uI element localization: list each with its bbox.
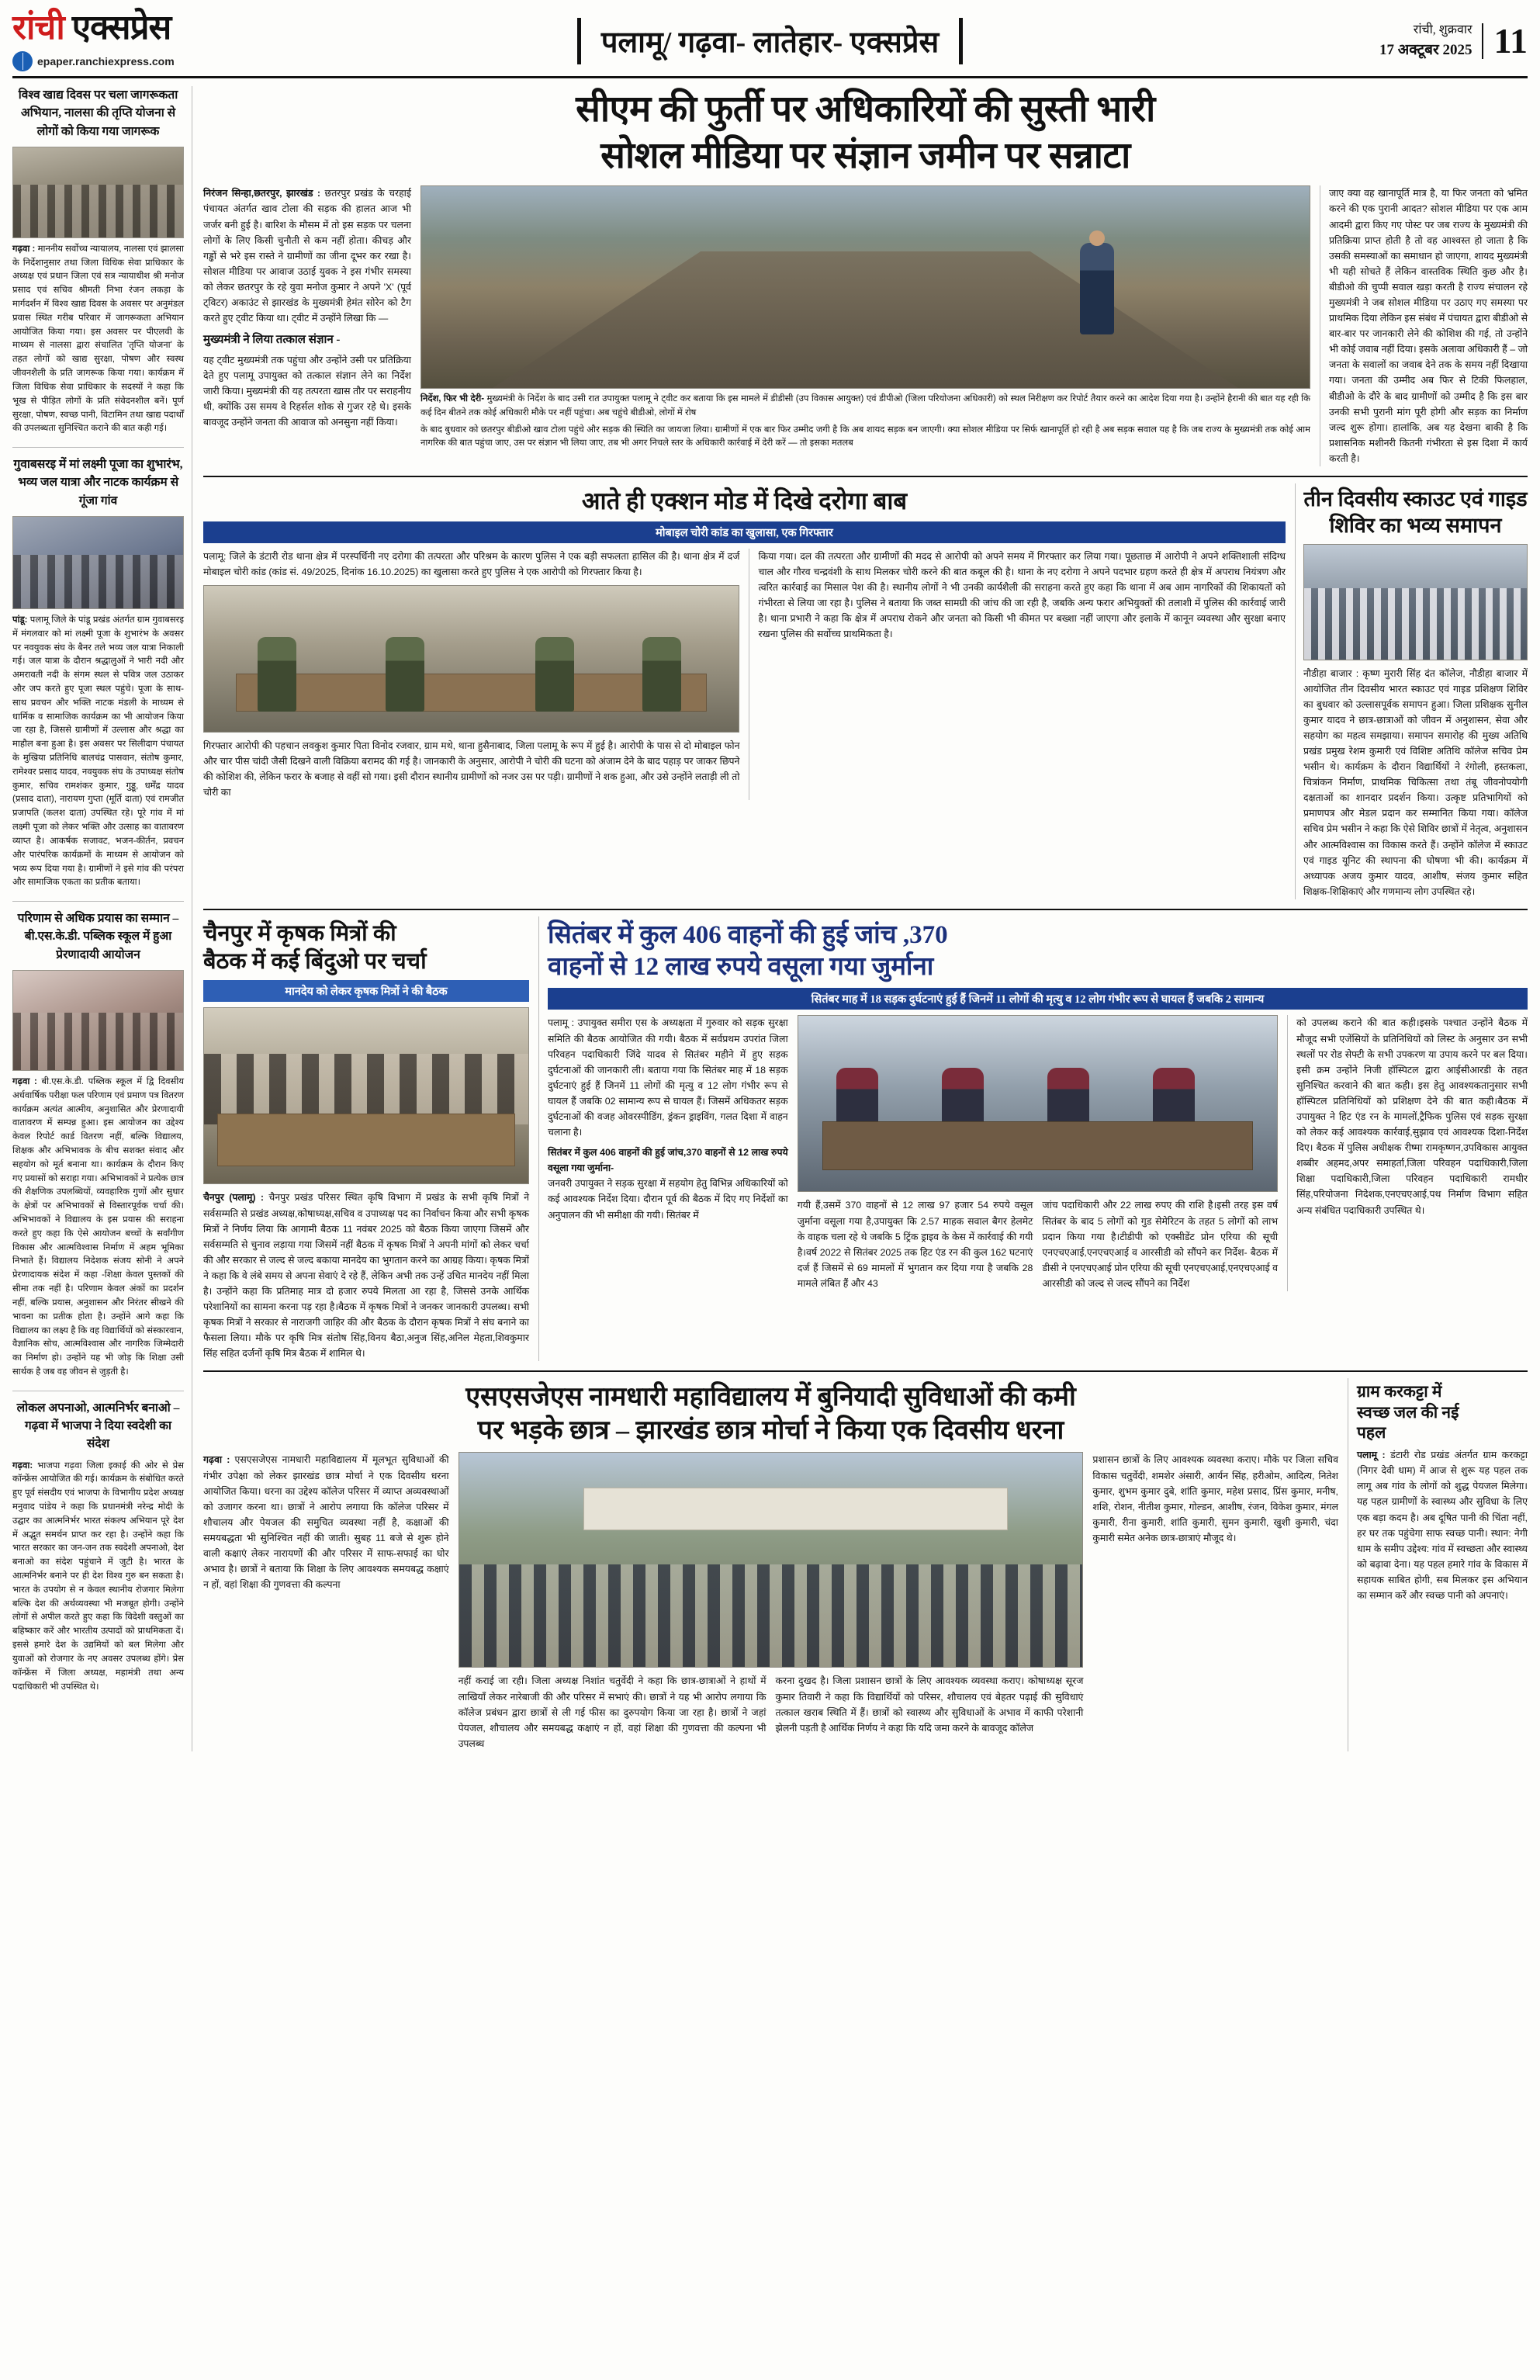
article-caption <box>12 614 184 890</box>
lead-body-3: जाए क्या वह खानापूर्ति मात्र है, या फिर जनता को भ्रमित करने की एक पुरानी आदत? सोशल मीडिया पर एक आम आदमी द्वारा किए गए पोस्ट पर जब राज्य के मुख्यमंत्री की प्रतिक्रिया प्राप्त होती है तो वह आश्वस्त हो जाता है कि उसकी समस्याओं का समाधान हो जाएगा, शायद मुख्यमंत्री भी यही सोचते हैं लेकिन वास्तविक स्थिति कुछ और है। बीडीओ की चुप्पी सवाल खड़ा करती है राज्य संचालन रहे मुख्यमंत्री ने जब सोशल मीडिया पर उठाए गए समस्या पर प्राथमिक दिया लेकिन इस संबंध में पंचायत द्वारा बीडीओ से बार-बार पर जानकारी लेने की कोशिश की गई, तो उन्होंने भी कोई जवाब नहीं दिया। इसके अलावा अधिकारी हैं – जो जनता के सवालों का जवाब देने तक के समय नहीं दिखाया गया। जनता की उम्मीद अब फिर से टिकी फिलहाल, बीडीओ के दौरे के बाद ग्रामीणों को उम्मीद है कि इस बार उनकी सभी पुरानी मांग पूरी होगी और सड़क का निर्माण जल्द शुरू होगा। हालांकि, अब यह देखना बाकी है कि प्रशासनिक मशीनरी कितनी गंभीरता से इस दिशा में कार्य करती है। <box>1329 188 1528 464</box>
lead-photo-caption-text: मुख्यमंत्री के निर्देश के बाद उसी रात उपायुक्त पलामू ने ट्वीट कर बताया कि इस मामले में डीडीसी (उप विकास आयुक्त) एवं डीपीओ (जिला परियोजना अधिकारी) को स्थल निरीक्षण कर रिपोर्ट तैयार करने का आदेश दिया गया है। उन्होंने हैरानी की बात यह रही कि कई दिन बीतने तक कोई अधिकारी मौके पर नहीं पहुंचा। अब चहुंचे बीडीओ, लोगों में रोष <box>420 394 1310 417</box>
chainpur-headline <box>203 920 529 976</box>
daroga-body-1: पलामू: जिले के डंटारी रोड थाना क्षेत्र में परस्पर्धिनी नए दरोगा की तत्परता और परिश्रम के कारण पुलिस ने एक बड़ी सफलता हासिल की है। थाना क्षेत्र में दर्ज मोबाइल चोरी कांड (कांड सं. 49/2025, दिनांक 16.10.2025) का खुलासा करते हुए पुलिस ने एक आरोपी को गिरफ्तार किया है। <box>203 550 740 577</box>
article-photo <box>12 516 184 609</box>
water-headline <box>1357 1381 1528 1443</box>
daroga-strap: मोबाइल चोरी कांड का खुलासा, एक गिरफ्तार <box>203 521 1286 543</box>
chainpur-photo <box>203 1007 529 1184</box>
lead-headline <box>203 86 1528 185</box>
chainpur-caption-text: चैनपुर प्रखंड परिसर स्थित कृषि विभाग में प्रखंड के सभी कृषि मित्रों ने सर्वसम्मति से प्रखंड अध्यक्ष,कोषाध्यक्ष,सचिव व उपाध्यक्ष पद का निर्वाचन किया और सभी कृषक मित्रों ने निर्णय लिया कि आगामी बैठक 11 नवंबर 2025 को बैठक किया जाएगा जिसमें और सर्वसम्मति से चुनाव लड़ाया गया जिसमें नहीं बैठक में कृषक मित्रों ने अपनी मांगों को लेकर चर्चा की और सरकार से जल्द से जल्द बकाया मानदेय का भुगतान करने का आग्रह किया। कृषक मित्रों ने कहा कि वे लंबे समय से अपना सेवाएं दे रहे हैं, लेकिन अभी तक उन्हें उचित मानदेय नहीं मिला है। उन्होंने कहा कि प्रतिमाह मात्र दो हजार रुपये मिलता आ रहा है, जिससे उनके आर्थिक परेशानियों का सामना करना पड़ रहा है।बैठक में कृषक मित्रों ने जनकर जानकारी उपलब्ध। सभी कृषक मित्रों ने सरकार से नाराजगी जाहिर की और बैठक के दौरान कृषक मित्रों ने संघ बनाने का फैसला लिया। मौके पर कृषि मित्र संतोष सिंह,विनय बैठा,अनुज सिंह,अनिल मेहता,शिवकुमार सिंह सहित दर्जनों कृषि मित्र बैठक में शामिल थे। <box>203 1192 529 1360</box>
vehicles-body-1b: जनवरी उपायुक्त ने सड़क सुरक्षा में सहयोग हेतु विभिन्न अधिकारियों को कई आवश्यक निर्देश दिया। दौरान पूर्व की बैठक में दिए गए निर्देशों का अनुपालन की भी समीक्षा की गयी। सितंबर में <box>548 1178 788 1221</box>
lead-headline-line2: सोशल मीडिया पर संज्ञान जमीन पर सन्नाटा <box>600 136 1130 177</box>
water-dateline: पलामू : <box>1357 1450 1386 1461</box>
vehicles-col-4: को उपलब्ध कराने की बात कही।इसके पश्चात उन्होंने बैठक में मौजूद सभी एजेंसियों के प्रतिनिधियों को लिस्ट के अनुसार उन सभी स्थलों पर रोड सेफ्टी के सभी उपकरण या उपाय करने पर बल दिया।इसी क्रम उन्होंने निजी हॉस्पिटल द्वारा आईसीआरडी के तहत सुनिश्चित करवाने की बात कही। इस हेतु आवश्यकतानुसार सभी हॉस्पिटल प्रतिनिधियों को प्रशिक्षण देने की बात कही।बैठक में उपायुक्त ने हिट एंड रन के मामलों,ट्रैफिक पुलिस एवं सड़क सुरक्षा को लेकर कई आवश्यक कार्रवाई,सुझाव एवं आवश्यक दिशा-निर्देश दिए। बैठक में पुलिस अधीक्षक रीष्मा रामकृष्णन,उपविकास आयुक्त शब्बीर अहमद,अपर समाहर्ता,जिला परिवहन पदाधिकारी,जिला शिक्षा पदाधिकारी,जिला परिवहन पदाधिकारी रामधीर सिंह,परियोजना निदेशक,एनएचएआई,पथ निर्माण विभाग सहित अन्य संबंधित पदाधिकारी उपस्थित थे। <box>1287 1015 1528 1291</box>
sidebar-article-2 <box>12 447 184 890</box>
dharna-col-4: प्रशासन छात्रों के लिए आवश्यक व्यवस्था कराए। मौके पर जिला सचिव विकास चतुर्वेदी, शमशेर अंसारी, आर्यन सिंह, हरीओम, आदित्य, नितेश कुमार, शुभम कुमार दुबे, शांति कुमार, महेश प्रसाद, प्रिंस कुमार, मनीष, शशि, रोशन, नीतीश कुमार, गोल्डन, आशीष, रंजन, विकेश कुमार, मंगल कुमारी, रीना कुमारी, शांति कुमारी, सुमन कुमारी, खुशी कुमारी, चंदा कुमारी समेत अनेक छात्र-छात्राएं मौजूद थे। <box>1092 1454 1338 1543</box>
sidebar-article-3 <box>12 901 184 1380</box>
brand-part1: रांची <box>12 9 64 47</box>
water-body <box>1357 1447 1528 1603</box>
brand-part2: एक्सप्रेस <box>71 9 171 47</box>
caption-text: माननीय सर्वोच्च न्यायालय, नालसा एवं झालसा के निर्देशानुसार तथा जिला विधिक सेवा प्राधिकार के अध्यक्ष एवं प्रधान जिला एवं सत्र न्यायाधीश श्री मनोज प्रसाद एवं सचिव श्रीमती निभा रंजन लकड़ा के मार्गदर्शन में विश्व खाद्य दिवस के अवसर पर अनुमंडल प्रवास स्थित गरीब परिवार में जागरूकता अभियान आयोजित किया गया। इस अवसर पर पीएलवी के माध्यम से नालसा द्वारा संचालित 'तृप्ति योजना' के तहत लोगों को खाद्य सुरक्षा, पोषण और स्वस्थ जीवनशैली के प्रति जागरूक किया गया। कार्यक्रम में जिला विधिक सेवा प्राधिकार के सदस्यों ने कहा कि भूख से पीड़ित लोगों के प्रति संवेदनशील बनें। पूर्ण सुरक्षा, पोषण, स्वच्छ पानी, विटामिन तथा खाद्य पदार्थों की उपलब्धता सुनिश्चित कराने की बात कही गई। <box>12 244 184 434</box>
brand-title <box>12 11 268 45</box>
lead-story <box>203 86 1528 466</box>
lead-headline-line1: सीएम की फुर्ती पर अधिकारियों की सुस्ती भारी <box>576 89 1155 130</box>
vehicles-subhead: सितंबर में कुल 406 वाहनों की हुई जांच,370 वाहनों से 12 लाख रुपये वसूला गया जुर्माना- <box>548 1147 788 1174</box>
vehicles-headline <box>548 920 1528 984</box>
water-headline-line3: पहल <box>1357 1422 1386 1442</box>
sidebar-article-4 <box>12 1391 184 1695</box>
chainpur-strap: मानदेय को लेकर कृषक मित्रों ने की बैठक <box>203 980 529 1002</box>
dharna-dateline: गढ़वा : <box>203 1454 230 1466</box>
article-photo <box>12 147 184 238</box>
caption-dateline: गढ़वा : <box>12 1076 37 1086</box>
scout-photo <box>1303 544 1528 660</box>
caption-dateline: पांडू: <box>12 615 28 625</box>
vehicles-headline-line1: सितंबर में कुल 406 वाहनों की हुई जांच ,370 <box>548 920 948 949</box>
lead-photo-caption-lead: निर्देश, फिर भी देरी- <box>420 394 485 404</box>
edition-name: पलामू/ गढ़वा- लातेहार- एक्सप्रेस <box>577 18 963 64</box>
fourth-band <box>203 1378 1528 1751</box>
lead-subhead-1: मुख्यमंत्री ने लिया तत्काल संज्ञान - <box>203 334 341 347</box>
lead-body-2: के बाद बुधवार को छतरपुर बीडीओ खाव टोला पहुंचे और सड़क की स्थिति का जायजा लिया। ग्रामीणों में एक बार फिर उम्मीद जगी है कि अब शायद सड़क बन जाएगी। क्या सोशल मीडिया पर सिर्फ खानापूर्ति हो रही है अब सड़क सवाल यह है कि जब राज्य के मुख्यमंत्री तक कोई आम नागरिक की बात पहुंचा जाए, उस पर संज्ञान भी लिया जाए, तब भी अगर निचले स्तर के अधिकारी कार्रवाई में देरी करें — तो इसका मतलब <box>420 424 1310 449</box>
masthead <box>12 11 1528 78</box>
article-caption <box>12 1076 184 1380</box>
lead-text-column-1 <box>203 185 411 466</box>
lead-photo <box>420 185 1310 389</box>
daroga-body-1b: गिरफ्तार आरोपी की पहचान लवकुश कुमार पिता विनोद रजवार, ग्राम मथे, थाना हुसैनाबाद, जिला पलामू के रूप में हुई है। आरोपी के पास से दो मोबाइल फोन और चार पीस चांदी जैसी दिखने वाली विक्रिया बरामद की गई है। जानकारी के अनुसार, आरोपी ने चोरी की घटना को अंजाम देने के बाद पहाड़ पर जाकर छिपने की कोशिश की, लेकिन फरार के बजाह से वहीं सो गया। इसी दौरान स्थानीय ग्रामीणों को नजर उस पर पड़ी। ग्रामीणों ने शक हुआ, और उसे उन्होंने लताड़ी ली तो चोरी का <box>203 740 740 799</box>
globe-icon <box>12 51 33 71</box>
water-headline-line2: स्वच्छ जल की नई <box>1357 1402 1459 1422</box>
publication-date: 17 अक्टूबर 2025 <box>1379 41 1473 58</box>
dharna-photo-col <box>459 1452 1084 1751</box>
lead-body-1: छतरपुर प्रखंड के चरहाई पंचायत अंतर्गत खाव टोला की सड़क की हालत आज भी जर्जर बनी हुई है। बारिश के मौसम में तो इस सड़क पर चलना लोगों के लिए किसी चुनौती से कम नहीं होता। कीचड़ और गड्ढों से भरे इस रास्ते ने ग्रामीणों का जीना दूभर कर रखा है। सोशल मीडिया पर आवाज उठाई युवक ने इस गंभीर समस्या को लेकर छतरपुर के रहे युवा मनोज कुमार ने अपने 'X' (पूर्व ट्विटर) अकाउंट से झारखंड के मुख्यमंत्री हेमंत सोरेन को टैग करते हुए ट्वीट किया था। ट्वीट में उन्होंने लिखा कि — <box>203 188 411 324</box>
place-and-day: रांची, शुक्रवार <box>1413 23 1473 36</box>
dharna-col-1 <box>203 1452 449 1751</box>
story-scout <box>1295 483 1528 899</box>
dharna-body-3: करना दुखद है। जिला प्रशासन छात्रों के लिए आवश्यक व्यवस्था कराए। कोषाध्यक्ष सूरज कुमार तिवारी ने कहा कि विद्यार्थियों को परिसर, शौचालय एवं बेहतर पढ़ाई की सुविधाएं तत्काल खराब स्थिति में हैं। छात्रों को स्वास्थ्य और सुविधाओं के अभाव में काफी परेशानी झेलनी पड़ती है आर्थिक निर्णय ने कहा कि यदि जमा करने के बावजूद कॉलेज <box>775 1675 1084 1734</box>
chainpur-headline-line1: चैनपुर में कृषक मित्रों की <box>203 920 396 946</box>
article-headline: गुवाबसरइ में मां लक्ष्मी पूजा का शुभारंभ, भव्य जल यात्रा और नाटक कार्यक्रम से गूंजा गांव <box>13 458 183 508</box>
vehicles-body-3: जांच पदाधिकारी और 22 लाख रुपए की राशि है।इसी तरह इस वर्ष सितंबर के बाद 5 लोगों को गुड सेमेरिटन के तहत 5 लोगों को लाभ प्रदान किया गया है।टीडीपी को एक्सीडेंट प्रोन एरिया की सूची एनएचएआई,एनएचएआई व आरसीडी को सौंपने कर निर्देश- बैठक में डीसी ने एनएचएआई प्रोन एरिया की सूची एनएचएआई,एनएचएआई व आरसीडी को जल्द से जल्द सौंपने का निर्देश <box>1042 1200 1279 1289</box>
article-photo <box>12 970 184 1071</box>
chainpur-caption-lead: चैनपुर (पलामू) : <box>203 1192 264 1204</box>
dharna-body-2: नहीं कराई जा रही। जिला अध्यक्ष निशांत चतुर्वेदी ने कहा कि छात्र-छात्राओं ने हाथों में लाखियाँ लेकर नारेबाजी की और परिसर में सभाएं की। छात्रों ने यह भी आरोप लगाया कि कॉलेज प्रबंधन द्वारा छात्रों से ली गई फीस का दुरुपयोग किया जा रहा है। छात्रों ने जहां पेयजल, शौचालय और समयबद्ध कक्षाएं न हों, वहां शिक्षा की गुणवत्ता की कल्पना भी उपलब्ध <box>458 1675 767 1749</box>
vehicles-photo-col <box>798 1015 1278 1291</box>
dharna-headline-line1: एसएसजेएस नामधारी महाविद्यालय में बुनियादी सुविधाओं की कमी <box>465 1383 1076 1412</box>
dharna-body-1: एसएसजेएस नामधारी महाविद्यालय में मूलभूत सुविधाओं की गंभीर उपेक्षा को लेकर झारखंड छात्र मोर्चा ने एक दिवसीय धरना आयोजित किया। धरना का उद्देश्य कॉलेज परिसर में व्याप्त अव्यवस्थाओं को उजागर करना था। छात्रों ने आरोप लगाया कि कॉलेज परिसर में शौचालय और पेयजल की समुचित व्यवस्था नहीं है, कक्षाओं की समयबद्धता भी सुनिश्चित नहीं की जाती। सुबह 11 बजे से शुरू होने वाली कक्षाएं लेकर नारायणों की और परिसर में साफ-सफाई का घोर अभाव है। छात्रों ने बताया कि शिक्षा के लिए आवश्यक समयबद्ध कक्षाएं न हों, वहां शिक्षा की गुणवत्ता की कल्पना <box>203 1454 449 1591</box>
vehicles-headline-line2: वाहनों से 12 लाख रुपये वसूला गया जुर्माना <box>548 953 934 982</box>
scout-body: नौडीहा बाजार : कृष्ण मुरारी सिंह दंत कॉलेज, नौडीहा बाजार में आयोजित तीन दिवसीय भारत स्काउट एवं गाइड प्रशिक्षण शिविर का बुधवार को उल्लासपूर्वक समापन हुआ। जिला प्रशिक्षक सुनील कुमार यादव ने छात्र-छात्राओं को जीवन में अनुशासन, सेवा और सहयोग का महत्व समझाया। समापन समारोह की मुख्य अतिथि प्रखंड प्रमुख रेशम कुमारी एवं विशिष्ट अतिथि कॉलेज सचिव प्रेम भसीन थे। कार्यक्रम के दौरान विद्यार्थियों ने रंगोली, हस्तकला, चित्रांकन निर्माण, प्राथमिक चिकित्सा तथा तंबू जीवनोपयोगी दक्षताओं का शानदार प्रदर्शन किया। उत्कृष्ट प्रतिभागियों को प्रमाणपत्र और मेडल प्रदान कर सम्मानित किया गया। कॉलेज सचिव प्रेम भसीन ने कहा कि ऐसे शिविर छात्रों में नेतृत्व, अनुशासन और आत्मविश्वास का विकास करते हैं। उन्होंने कॉलेज में स्काउट एवं गाइड यूनिट की स्थापना की घोषणा भी की। कार्यक्रम में अध्यापक अजय कुमार यादव, आशीष, संजय कुमार सहित शिक्षक-शिक्षिकाएं और गणमान्य लोग उपस्थित रहे। <box>1303 667 1528 897</box>
story-dharna <box>203 1378 1338 1751</box>
article-headline: विश्व खाद्य दिवस पर चला जागरूकता अभियान, नालसा की तृप्ति योजना से लोगों को किया गया जागरूक <box>18 88 178 138</box>
article-headline: परिणाम से अधिक प्रयास का सम्मान – बी.एस.के.डी. पब्लिक स्कूल में हुआ प्रेरणादायी आयोजन <box>17 912 179 961</box>
lead-dateline: निरंजन सिन्हा,छतरपुर, झारखंड : <box>203 188 321 199</box>
water-headline-line1: ग्राम करकट्टा में <box>1357 1382 1442 1401</box>
article-caption <box>12 1460 184 1695</box>
scout-headline-line2: शिविर का भव्य समापन <box>1329 513 1502 537</box>
lead-photo-block <box>420 185 1310 466</box>
article-headline: लोकल अपनाओ, आत्मनिर्भर बनाओ – गढ़वा में भाजपा ने दिया स्वदेशी का संदेश <box>16 1401 180 1451</box>
article-caption <box>12 243 184 436</box>
story-daroga <box>203 483 1286 899</box>
lead-body-1b: यह ट्वीट मुख्यमंत्री तक पहुंचा और उन्होंने उसी पर प्रतिक्रिया देते हुए पलामू उपायुक्त को तत्काल संज्ञान लेने का निर्देश जारी किया। मुख्यमंत्री की यह तत्परता खास तौर पर सराहनीय थी, क्योंकि उस समय वे रिहर्सल शोक से गुजर रहे थे। इसके बावजूद उन्होंने जनता की आवाज को अनसुना नहीं किया। <box>203 354 411 428</box>
dharna-headline-line2: पर भड़के छात्र – झारखंड छात्र मोर्चा ने किया एक दिवसीय धरना <box>477 1415 1064 1445</box>
vehicles-photo <box>798 1015 1278 1192</box>
third-band <box>203 916 1528 1362</box>
caption-text: पलामू जिले के पांडू प्रखंड अंतर्गत ग्राम गुवाबसरइ में मंगलवार को मां लक्ष्मी पूजा के शुभारंभ के अवसर पर नवयुवक संघ के बैनर तले भव्य जल यात्रा निकाली गई। जल यात्रा के दौरान श्रद्धालुओं ने भारी नदी और अमरावती नदी के संगम स्थल से पवित्र जल उठाकर और जप करते हुए पूजा स्थल पहुंचे। पूजा के साथ-साथ प्रवचन और भक्ति नाटक मंडली के माध्यम से धार्मिक व सामाजिक कार्यक्रम का भी आयोजन किया जा रहा है, जिससे ग्रामीणों में उल्लास और श्रद्धा का माहौल बना हुआ है। इस अवसर पर सिलीदाग पंचायत के मुखिया प्रतिनिधि बालचंद्र पासवान, संतोष कुमार, रामेश्वर प्रसाद यादव, नवयुवक संघ के उपाध्यक्ष संतोष कुमार, सचिव रामशंकर कुमार, गुड्डू, धर्मेंद्र यादव (प्रसाद दाता), नारायण गुप्ता (मूर्ति दाता) एवं रामजीत प्रजापति (कलश दाता) उपस्थित रहे। पूरे गांव में मां लक्ष्मी पूजा को लेकर भक्ति और उत्साह का वातावरण व्याप्त है। आकर्षक सजावट, भजन-कीर्तन, प्रवचन और पारंपरिक कार्यक्रमों के माध्यम से आयोजन को भव्य रूप दिया गया है। ग्रामीणों ने इसे गांव की परंपरा और सामाजिक एकता का प्रतीक बताया। <box>12 615 184 888</box>
caption-dateline: गढ़वा: <box>12 1460 33 1471</box>
sidebar-article-1 <box>12 86 184 436</box>
caption-text: बी.एस.के.डी. पब्लिक स्कूल में द्वि दिवसीय अर्धवार्षिक परीक्षा फल परिणाम एवं प्रमाण पत्र वितरण कार्यक्रम अत्यंत आत्मीय, अनुशासित और प्रेरणादायी वातावरण में सम्पन्न हुआ। इस आयोजन का उद्देश्य केवल रिपोर्ट कार्ड वितरण नहीं, बल्कि विद्यालय, शिक्षक और अभिभावक के बीच सशक्त संवाद और सहयोग को मूर्त बनाना था। कार्यक्रम के दौरान किए गए प्रयासों को सराहा गया। अभिभावकों ने प्रत्येक छात्र की शैक्षणिक उपलब्धियों, व्यवहारिक गुणों और सुधार के क्षेत्रों पर अभिभावकों से विस्तारपूर्वक चर्चा की। अभिभावकों ने विद्यालय के इस प्रयास की सराहना करते हुए कहा कि ऐसे आयोजन बच्चों के सर्वांगीण विकास और आत्मविश्वास निर्माण में अहम भूमिका निभाते हैं। विद्यालय निदेशक संजय सोनी ने अपने प्रेरणादायक संदेश में कहा -शिक्षा केवल पुस्तकों की सीमा तक नहीं है। परिणाम केवल अंकों का प्रदर्शन नहीं, बल्कि प्रयास, अनुशासन और निरंतर सीखने की भावना का प्रतीक होता है। उन्होंने आगे कहा कि विद्यालय का लक्ष्य है कि वह विद्यार्थियों को संस्कारवान, वैज्ञानिक सोच, आत्मविश्वास और नागरिक जिम्मेदारी का निर्माण हो। उन्होंने यह भी जोड़ कि शिक्षा उसी सार्थक है जब वह जीवन से जुड़ती है। <box>12 1076 184 1377</box>
edition-banner <box>268 11 1272 71</box>
story-water <box>1348 1378 1528 1751</box>
masthead-logo <box>12 11 268 71</box>
masthead-dateblock <box>1272 11 1528 71</box>
daroga-col-2 <box>749 549 1286 801</box>
scout-headline-line1: तीन दिवसीय स्काउट एवं गाइड <box>1303 487 1528 511</box>
vehicles-col-1 <box>548 1015 788 1291</box>
daroga-col-1 <box>203 549 739 801</box>
vehicles-body-1: पलामू : उपायुक्त समीरा एस के अध्यक्षता में गुरुवार को सड़क सुरक्षा समिति की बैठक आयोजित की गयी। बैठक में सर्वप्रथम उपरांत जिला परिवहन पदाधिकारी जिंदे यादव से सितंबर महीने में हुए सड़क दुर्घटनाओं की जानकारी ली। बताया गया कि सितंबर माह में 18 सड़क दुर्घटनाएं हुई हैं जिनमें 11 लोगों की मृत्यु व 12 लोग गंभीर रूप से घायल हैं जबकि 02 सामान्य रूप से घायल हैं। जिसमें अधिकतर सड़क दुर्घटनाओं की वजह ओवरस्पीडिंग, ड्रंकन ड्राइविंग, गलत दिशा में वाहन चलाना है। <box>548 1017 788 1138</box>
page-number: 11 <box>1482 23 1528 59</box>
second-band <box>203 483 1528 899</box>
chainpur-caption <box>203 1190 529 1361</box>
main-column <box>203 86 1528 1751</box>
caption-dateline: गढ़वा : <box>12 244 36 254</box>
vehicles-strap: सितंबर माह में 18 सड़क दुर्घटनाएं हुई हैं जिनमें 11 लोगों की मृत्यु व 12 लोग गंभीर रूप से घायल हैं जबकि 2 सामान्य <box>548 988 1528 1010</box>
daroga-headline: आते ही एक्शन मोड में दिखे दरोगा बाब <box>581 487 908 514</box>
caption-text: भाजपा गढ़वा जिला इकाई की ओर से प्रेस कॉन्फ्रेंस आयोजित की गई। कार्यक्रम के संबोधित करते हुए पूर्व संसदीय एवं भाजपा के विभागीय प्रदेश अध्यक्ष मनुवाद पांडेय ने कहा कि प्रधानमंत्री नरेन्द्र मोदी के उद्घार का आत्मनिर्भर भारत संकल्प अभियान पूरे देश में अद्भुत समर्थन प्राप्त कर रहा है। उन्होंने कहा कि भारत सरकार का जन-जन तक स्वदेशी अपनाओ, देश बनाओ का संदेश पहुंचाने में जुटी है। भारत के आत्मनिर्भर बनाने पर ही देश विश्व गुरु बन सकता है। भारत के उपयोग से न केवल स्थानीय रोजगार मिलेगा बल्कि देश की अर्थव्यवस्था भी मजबूत होगी। उन्होंने लोगों से अपील करते हुए कहा कि विदेशी वस्तुओं का बहिष्कार करें और भारतीय उत्पादों को प्राथमिकता दें। इससे हमारे देश के उद्यमियों को बल मिलेगा और युवाओं को रोजगार के नए अवसर उपलब्ध होंगे। प्रेस कॉन्फ्रेंस में जिला अध्यक्ष, महामंत्री तथा अन्य पदाधिकारी भी उपस्थित थे। <box>12 1460 184 1692</box>
vehicles-body-2: गयी हैं,उसमें 370 वाहनों से 12 लाख 97 हजार 54 रुपये वसूल जुर्माना वसूला गया है,उपायुक्त कि 2.57 माहक सवाल बैगर हेलमेट के वाहक चला रहे थे जबकि 5 ट्रिंक ड्राइव के केस में कार्रवाई की गयी है।वर्ष 2022 से सितंबर 2025 तक हिट एंड रन की कुल 162 घटनाएं दर्ज हैं जिसमें से 69 मामलों में भुगतान कर दिया गया है जबकि 28 मामले लंबित हैं और 43 <box>797 1200 1033 1289</box>
lead-text-column-3 <box>1320 185 1528 466</box>
scout-headline <box>1303 487 1528 539</box>
dharna-headline <box>203 1381 1338 1447</box>
daroga-photo <box>203 585 739 733</box>
lead-photo-caption <box>420 389 1310 420</box>
story-vehicles <box>538 916 1528 1362</box>
chainpur-headline-line2: बैठक में कई बिंदुओ पर चर्चा <box>203 949 427 975</box>
water-body-text: डंटारी रोड प्रखंड अंतर्गत ग्राम करकट्टा (निगर देवी धाम) में आज से शुरू यह पहल तक लागू अब गांव के लोगों को शुद्ध पेयजल मिलेगा। यह पहल ग्रामीणों के स्वास्थ्य और सुविधा के लिए एक बड़ा कदम है। अब दूषित पानी की चिंता नहीं, हर घर तक पहुंचेगा साफ स्वच्छ पानी। स्थान: नेगी धाम के समीप उद्देश्य: गांव में स्वच्छता और स्वास्थ्य को बढ़ावा देना। यह पहल हमारे गांव के विकास में सहायक साबित होगी, सब मिलकर इस अभियान का सम्मान करें और स्वच्छ पानी को अपनाएं। <box>1357 1450 1528 1602</box>
left-sidebar-column <box>12 86 192 1751</box>
story-chainpur <box>203 916 529 1362</box>
dharna-photo <box>459 1452 1084 1668</box>
website-url[interactable]: epaper.ranchiexpress.com <box>37 55 175 68</box>
daroga-body-2: किया गया। दल की तत्परता और ग्रामीणों की मदद से आरोपी को अपने समय में गिरफ्तार कर लिया गया। पूछताछ में आरोपी ने अपने शक्तिशाली संदिग्ध चाल और गौरव चन्द्रवंशी के साथ मिलकर चोरी करने की बात कबूल की है। थाना के नए दरोगा ने अपने पदभार ग्रहण करते ही क्षेत्र में अपराध नियंत्रण और त्वरित कार्रवाई का मिसाल पेश की है। स्थानीय लोगों ने भी उनकी कार्यशैली की सराहना करते हुए कहा कि थाना में अब आम नागरिकों की शिकायतों को गंभीरता से लिया जा रहा है। पुलिस ने बताया कि जब्त सामग्री की जांच की जा रही है, जबकि अन्य फरार अभियुक्तों की तलाशी में पुलिस की कार्रवाई जारी है। थाना प्रभारी ने कहा कि क्षेत्र में अपराध रोकने और जनता को किसी भी कीमत पर बख्शा नहीं जाएगा और इलाके में कानून व्यवस्था और सुरक्षा बनाए रखना पुलिस की सर्वोच्च प्राथमिकता है। <box>758 550 1286 640</box>
